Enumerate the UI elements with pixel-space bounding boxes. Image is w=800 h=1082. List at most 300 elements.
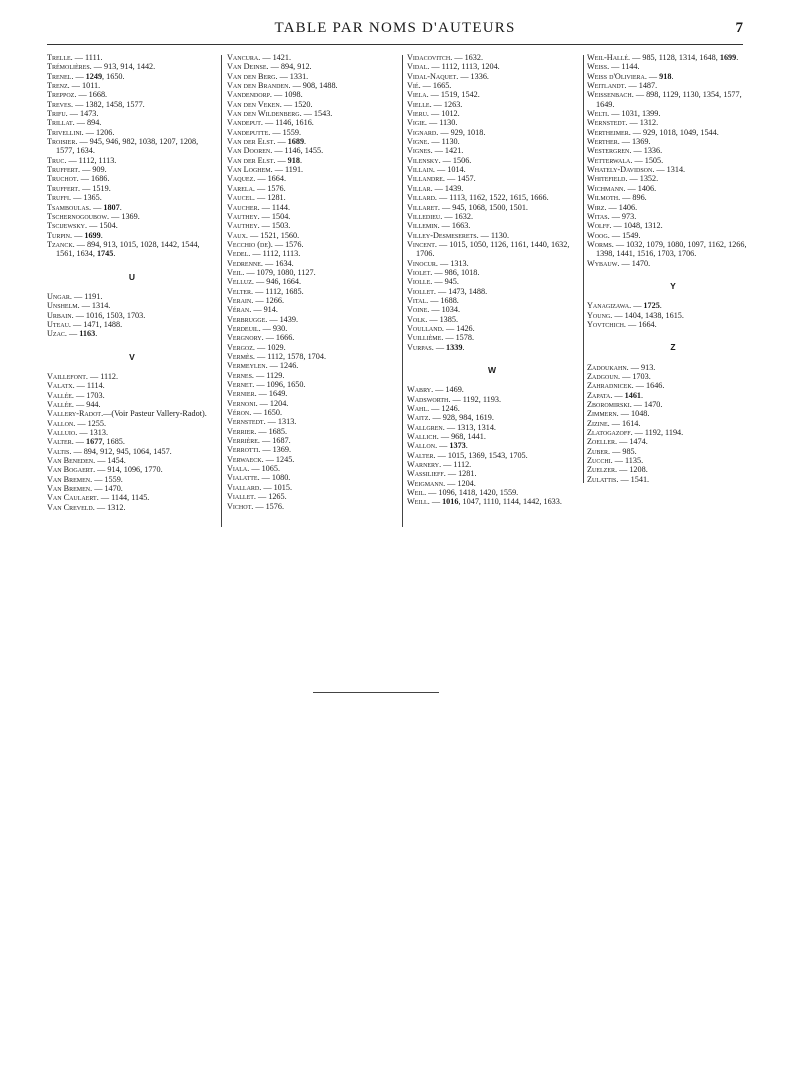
index-entry bbox=[47, 409, 217, 418]
index-entry bbox=[587, 174, 759, 183]
page-references: . — 1331. bbox=[275, 71, 309, 81]
author-name: Violle bbox=[407, 277, 431, 287]
index-entry bbox=[227, 72, 397, 81]
index-entry bbox=[407, 100, 577, 109]
author-name: Viallard bbox=[227, 482, 260, 492]
page-references: . — 1473, 1488. bbox=[433, 286, 488, 296]
index-entry bbox=[47, 128, 217, 137]
page-references: . — 1130. bbox=[427, 137, 460, 147]
author-name: Waitz bbox=[407, 413, 429, 423]
index-entry bbox=[227, 100, 397, 109]
index-entry bbox=[587, 391, 759, 400]
page-references: . — 1255. bbox=[73, 418, 106, 428]
author-name: Vignard bbox=[407, 127, 437, 137]
page-references: . — 1454. bbox=[93, 456, 126, 466]
page-references: . — 1426. bbox=[441, 323, 475, 333]
index-column-4 bbox=[587, 53, 759, 484]
author-name: Zucchi bbox=[587, 456, 611, 466]
author-name: Van den Berg bbox=[227, 71, 276, 81]
index-entry bbox=[227, 445, 397, 454]
index-entry bbox=[227, 333, 397, 342]
author-name: Wassilieff bbox=[407, 469, 444, 479]
page-references: . — 914, 1096, 1770. bbox=[93, 465, 163, 475]
page-references: . — 1112, 1113. bbox=[248, 249, 301, 259]
index-entry bbox=[47, 400, 217, 409]
author-name: Voine bbox=[407, 305, 428, 315]
page-references: . — 1339. bbox=[431, 342, 465, 352]
section-letter: W bbox=[487, 365, 497, 375]
page-references: . — 1521, 1560. bbox=[245, 230, 300, 240]
index-entry bbox=[407, 118, 577, 127]
page-references: . — 945, 1068, 1500, 1501. bbox=[437, 202, 528, 212]
author-name: Velter bbox=[227, 286, 252, 296]
page-references: . — 1382, 1458, 1577. bbox=[71, 99, 145, 109]
author-name: Wallgren bbox=[407, 422, 443, 432]
section-letter: V bbox=[129, 351, 135, 362]
index-entry bbox=[407, 404, 577, 413]
page-references: . — 1191. bbox=[69, 291, 103, 301]
author-name: Verdeuil bbox=[227, 323, 259, 333]
author-name: Vaux bbox=[227, 230, 246, 240]
author-name: Vandendorp bbox=[227, 90, 270, 100]
index-entry bbox=[407, 193, 577, 202]
page-references: . — 1687. bbox=[257, 436, 291, 446]
page-references: . — 1281. bbox=[443, 469, 477, 479]
index-entry bbox=[227, 81, 397, 90]
page-references: . — 1112. bbox=[85, 371, 119, 381]
index-entry bbox=[407, 53, 577, 62]
author-name: Trenel bbox=[47, 71, 72, 81]
index-entry bbox=[47, 240, 217, 259]
page-references: . — 1686. bbox=[76, 174, 110, 184]
index-entry bbox=[227, 259, 397, 268]
author-name: Weigmann bbox=[407, 478, 444, 488]
index-entry bbox=[407, 146, 577, 155]
page-references: . — 1504. bbox=[85, 221, 118, 231]
index-entry bbox=[47, 456, 217, 465]
author-name: Vauthey bbox=[227, 221, 258, 231]
author-name: Vuillième bbox=[407, 333, 442, 343]
index-entry bbox=[587, 53, 759, 62]
page-references: . — 1614. bbox=[607, 418, 641, 428]
index-entry bbox=[587, 456, 759, 465]
author-name: Wadsworth bbox=[407, 394, 449, 404]
author-name: Verrier bbox=[227, 426, 255, 436]
author-name: Van Bremen bbox=[47, 474, 91, 484]
author-name: Whitefield bbox=[587, 174, 626, 184]
page-references: . — 1668. bbox=[74, 90, 108, 100]
page-references: . — 1559. bbox=[268, 127, 301, 137]
index-entry bbox=[227, 417, 397, 426]
author-name: Vauthey bbox=[227, 211, 258, 221]
page-references: . — 973. bbox=[607, 211, 637, 221]
index-entry bbox=[407, 441, 577, 450]
index-entry bbox=[587, 320, 759, 329]
page-references: . — 1246. bbox=[265, 361, 299, 371]
page-references: . — 1520. bbox=[279, 99, 313, 109]
page-references: . — 1144, 1145. bbox=[96, 493, 150, 503]
author-name: Wirz bbox=[587, 202, 605, 212]
index-entry bbox=[47, 503, 217, 512]
index-entry bbox=[407, 268, 577, 277]
page-references: . — 1807. bbox=[89, 202, 122, 212]
author-name: Vaillefont bbox=[47, 371, 86, 381]
page-references: . — 1664. bbox=[253, 174, 286, 184]
index-entry bbox=[587, 118, 759, 127]
author-name: Zadoukahn bbox=[587, 362, 627, 372]
page-references: . — 1352. bbox=[625, 174, 659, 184]
index-entry bbox=[227, 343, 397, 352]
index-entry bbox=[587, 447, 759, 456]
author-name: Verrotti bbox=[227, 445, 259, 455]
page-references: . — 1113, 1162, 1522, 1615, 1666. bbox=[434, 193, 549, 203]
author-name: Véran bbox=[227, 305, 250, 315]
author-name: Vidacovitch bbox=[407, 53, 451, 62]
page-references: . — 1404, 1438, 1615. bbox=[610, 310, 684, 320]
index-entry bbox=[407, 432, 577, 441]
author-name: Viela bbox=[407, 90, 427, 100]
column-separator bbox=[583, 55, 584, 483]
author-name: Van Loghem bbox=[227, 165, 271, 175]
page-references: . — 918. bbox=[273, 155, 302, 165]
index-entry bbox=[47, 193, 217, 202]
author-name: Valter bbox=[47, 437, 72, 447]
page-references: . — 894, 912, 945, 1064, 1457. bbox=[69, 446, 172, 456]
index-entry bbox=[587, 156, 759, 165]
index-entry bbox=[227, 287, 397, 296]
author-name: Vancura bbox=[227, 53, 259, 62]
index-entry bbox=[407, 221, 577, 230]
page-references: . — 1677, 1685. bbox=[71, 437, 125, 447]
author-name: Viallet bbox=[227, 492, 254, 502]
page-references: . — 918. bbox=[644, 71, 674, 81]
page-references: . — 1365. bbox=[69, 193, 102, 203]
index-entry bbox=[587, 90, 759, 109]
page-references: . — 1313, 1314. bbox=[442, 422, 496, 432]
author-name: Velluz bbox=[227, 277, 252, 287]
author-name: Vié bbox=[407, 81, 419, 91]
page-references: . — 1130. bbox=[424, 118, 458, 128]
index-entry bbox=[47, 372, 217, 381]
index-entry bbox=[227, 502, 397, 511]
index-entry bbox=[587, 372, 759, 381]
index-entry bbox=[407, 395, 577, 404]
author-name: Zuber bbox=[587, 446, 609, 456]
author-name: Tscijewsky bbox=[47, 221, 86, 231]
index-entry bbox=[227, 352, 397, 361]
page-references: . — 1313. bbox=[435, 258, 469, 268]
author-name: Zadgoun bbox=[587, 371, 618, 381]
page-references: . — 929, 1018, 1049, 1544. bbox=[628, 127, 719, 137]
author-name: Zahradnicek bbox=[587, 381, 632, 391]
column-separator bbox=[402, 55, 403, 527]
index-entry bbox=[587, 240, 759, 259]
index-entry bbox=[587, 301, 759, 310]
page-references: . — 1114. bbox=[72, 381, 105, 391]
author-name: Wallich bbox=[407, 432, 437, 442]
index-entry bbox=[587, 203, 759, 212]
page-references: . — 1144. bbox=[257, 202, 291, 212]
author-name: Van Creveld bbox=[47, 502, 93, 512]
page-references: . — 1032, 1079, 1080, 1097, 1162, 1266, 1398, 1441, 1516, 1703, 1706. bbox=[596, 239, 747, 259]
page-references: . — 1208. bbox=[615, 465, 648, 475]
page-references: . — 1685. bbox=[254, 426, 287, 436]
page-header bbox=[47, 20, 743, 42]
author-name: Welti bbox=[587, 109, 608, 119]
index-entry bbox=[407, 324, 577, 333]
author-name: Vigie bbox=[407, 118, 425, 128]
footer-rule bbox=[313, 692, 439, 693]
index-entry bbox=[587, 465, 759, 474]
index-column-1 bbox=[47, 53, 217, 512]
page-references: . — 1646. bbox=[631, 381, 665, 391]
page-references: . — 1129. bbox=[251, 370, 285, 380]
index-entry bbox=[47, 165, 217, 174]
index-entry bbox=[587, 311, 759, 320]
author-name: Villain bbox=[407, 165, 433, 175]
page-references: . — 1505. bbox=[630, 155, 664, 165]
author-name: Weil bbox=[407, 488, 425, 498]
author-name: Wertheimer bbox=[587, 127, 629, 137]
index-entry bbox=[227, 296, 397, 305]
page-references: . — 945. bbox=[430, 277, 459, 287]
page-references: . — 1098. bbox=[269, 90, 303, 100]
author-name: Young bbox=[587, 310, 611, 320]
index-entry bbox=[407, 413, 577, 422]
index-entry bbox=[407, 156, 577, 165]
author-name: Urbain bbox=[47, 310, 72, 320]
section-letter: Y bbox=[670, 280, 676, 291]
index-entry bbox=[227, 427, 397, 436]
index-entry bbox=[47, 428, 217, 437]
page-references: . — 1163. bbox=[64, 329, 98, 339]
author-name: Vialatte bbox=[227, 473, 258, 483]
index-entry bbox=[227, 165, 397, 174]
author-name: Walter bbox=[407, 450, 434, 460]
index-entry bbox=[587, 419, 759, 428]
author-name: Vedel bbox=[227, 249, 249, 259]
index-entry bbox=[587, 109, 759, 118]
page-references: . — 1703. bbox=[71, 390, 105, 400]
author-name: Verbrugge bbox=[227, 314, 266, 324]
index-entry bbox=[587, 146, 759, 155]
page-references: . — 1688. bbox=[426, 295, 459, 305]
page-references: . — 1666. bbox=[261, 333, 295, 343]
page-references: . — 1314. bbox=[77, 301, 111, 311]
index-entry bbox=[407, 277, 577, 286]
author-name: Wybauw bbox=[587, 258, 618, 268]
index-entry bbox=[227, 156, 397, 165]
author-name: Truffert bbox=[47, 165, 78, 175]
author-name: Vaquez bbox=[227, 174, 254, 184]
index-entry bbox=[407, 305, 577, 314]
author-name: Uteau bbox=[47, 319, 69, 329]
page-references: . — 1559. bbox=[90, 474, 123, 484]
author-name: Troisier bbox=[47, 137, 76, 147]
index-entry bbox=[227, 361, 397, 370]
index-entry bbox=[587, 409, 759, 418]
index-entry bbox=[227, 193, 397, 202]
index-entry bbox=[587, 128, 759, 137]
author-name: Vaucher bbox=[227, 202, 258, 212]
page-number: 7 bbox=[735, 20, 743, 36]
index-entry bbox=[227, 184, 397, 193]
author-name: Vurpas bbox=[407, 342, 432, 352]
index-entry bbox=[47, 311, 217, 320]
index-entry bbox=[227, 109, 397, 118]
page-references: . — 1576. bbox=[270, 239, 304, 249]
index-entry bbox=[47, 437, 217, 446]
index-entry bbox=[227, 324, 397, 333]
index-entry bbox=[227, 174, 397, 183]
page-references: . — 1421. bbox=[258, 53, 291, 62]
index-entry bbox=[47, 81, 217, 90]
page-references: . — 945, 946, 982, 1038, 1207, 1208, 1577, 1634. bbox=[56, 137, 199, 156]
index-entry bbox=[227, 371, 397, 380]
index-entry bbox=[227, 492, 397, 501]
author-name: Van der Elst bbox=[227, 155, 274, 165]
index-entry bbox=[407, 184, 577, 193]
author-name: Valatx bbox=[47, 381, 73, 391]
index-entry bbox=[227, 399, 397, 408]
index-entry bbox=[227, 146, 397, 155]
index-entry bbox=[407, 423, 577, 432]
index-entry bbox=[227, 268, 397, 277]
index-entry bbox=[407, 81, 577, 90]
index-entry bbox=[47, 212, 217, 221]
page-references: . — 1096, 1418, 1420, 1559. bbox=[424, 488, 519, 498]
page-references: . — 1725. bbox=[629, 301, 662, 311]
page-references: . — 1369. bbox=[258, 445, 291, 455]
author-name: Véron bbox=[227, 408, 250, 418]
header-rule bbox=[47, 44, 743, 45]
page-references: . — 914. bbox=[249, 305, 278, 315]
page-references: . — 1312. bbox=[92, 502, 126, 512]
index-entry bbox=[587, 184, 759, 193]
page-references: . — 1578. bbox=[441, 333, 474, 343]
page-references: . — 1313. bbox=[263, 417, 297, 427]
index-entry bbox=[47, 221, 217, 230]
author-name: Valluio bbox=[47, 428, 76, 438]
page-references: . — 1457. bbox=[442, 174, 476, 184]
author-name: Vecchio (de) bbox=[227, 239, 271, 249]
author-name: Villaret bbox=[407, 202, 438, 212]
author-name: Tzanck bbox=[47, 239, 73, 249]
author-name: Van den Wildenberg bbox=[227, 109, 300, 119]
index-entry bbox=[587, 231, 759, 240]
author-name: Villandre bbox=[407, 174, 443, 184]
index-entry bbox=[407, 240, 577, 259]
author-name: Zapata bbox=[587, 390, 611, 400]
index-entry bbox=[587, 475, 759, 484]
author-name: Vermès bbox=[227, 352, 253, 361]
page-references: . — 1504. bbox=[257, 211, 291, 221]
page-references: . — 1634. bbox=[260, 258, 294, 268]
index-entry bbox=[47, 53, 217, 62]
author-name: Van der Elst bbox=[227, 137, 274, 147]
page-references: . — 1204. bbox=[443, 478, 476, 488]
page-references: . — 913. bbox=[626, 362, 656, 372]
page-references: . — 1487. bbox=[624, 81, 658, 91]
author-name: Treves bbox=[47, 99, 72, 109]
page-references: . — 1079, 1080, 1127. bbox=[242, 267, 316, 277]
author-name: Violet bbox=[407, 267, 431, 277]
author-name: Weiss d'Oliviera bbox=[587, 71, 645, 81]
page-references: . — 1065. bbox=[247, 464, 280, 474]
page-references: . — 1192, 1194. bbox=[630, 428, 684, 438]
index-entry bbox=[407, 315, 577, 324]
author-name: Tschernogoubow bbox=[47, 211, 108, 221]
page-references: . — 1249, 1650. bbox=[71, 71, 125, 81]
page-references: . — 1014. bbox=[432, 165, 466, 175]
author-name: Vallery-Radot bbox=[47, 409, 102, 419]
author-name: Vernoni bbox=[227, 398, 256, 408]
index-entry bbox=[587, 212, 759, 221]
index-entry bbox=[47, 419, 217, 428]
page-references: . — 1031, 1399. bbox=[607, 109, 661, 119]
author-name: Vallon bbox=[47, 418, 74, 428]
page-references: . — 1146, 1616. bbox=[260, 118, 314, 128]
index-entry bbox=[227, 436, 397, 445]
index-entry bbox=[227, 231, 397, 240]
index-entry bbox=[587, 137, 759, 146]
page-references: . — 1421. bbox=[430, 146, 464, 156]
author-name: Van Beneden bbox=[47, 456, 94, 466]
author-name: Vernstedt bbox=[227, 417, 264, 427]
page-references: . — 1266. bbox=[251, 295, 284, 305]
page-references: . — 1519. bbox=[77, 183, 111, 193]
page-references: . — 986, 1018. bbox=[430, 267, 480, 277]
page-references: . — 1112, 1578, 1704. bbox=[252, 352, 327, 361]
index-entry bbox=[407, 174, 577, 183]
author-name: Vielle bbox=[407, 99, 430, 109]
index-entry bbox=[47, 292, 217, 301]
author-name: Trifu bbox=[47, 109, 66, 119]
page-references: . — 909. bbox=[77, 165, 107, 175]
author-name: Yovtchich bbox=[587, 319, 624, 329]
page-references: . — 1503. bbox=[257, 221, 291, 231]
page-references: . — 894, 913, 1015, 1028, 1442, 1544, 1561, 1634, 1745. bbox=[56, 239, 200, 259]
page-references: . — 1576. bbox=[251, 501, 284, 511]
page-references: . — 1650. bbox=[249, 408, 282, 418]
page-references: . — 1406. bbox=[604, 202, 638, 212]
index-entry bbox=[227, 53, 397, 62]
author-name: Woog bbox=[587, 230, 608, 240]
page-references: . — 1204. bbox=[255, 398, 289, 408]
author-name: Wallon bbox=[407, 441, 436, 451]
page-references: . — 1096, 1650. bbox=[252, 380, 306, 390]
index-entry bbox=[47, 484, 217, 493]
index-column-2 bbox=[227, 53, 397, 511]
page-references: . — 1281. bbox=[252, 193, 286, 203]
page-references: . — 1312. bbox=[625, 118, 659, 128]
index-entry bbox=[407, 385, 577, 394]
page-references: . — 1015, 1369, 1543, 1705. bbox=[433, 450, 528, 460]
index-entry bbox=[227, 455, 397, 464]
index-entry bbox=[227, 128, 397, 137]
index-entry bbox=[407, 137, 577, 146]
author-name: Zuelzer bbox=[587, 465, 615, 475]
index-entry bbox=[47, 465, 217, 474]
author-name: Zizine bbox=[587, 418, 608, 428]
index-entry bbox=[227, 389, 397, 398]
index-entry bbox=[227, 221, 397, 230]
author-name: Vital bbox=[407, 295, 427, 305]
index-entry bbox=[587, 259, 759, 268]
author-name: Vedrenne bbox=[227, 258, 261, 268]
page-references: . — 1314. bbox=[652, 165, 686, 175]
page-references: . — 913, 914, 1442. bbox=[89, 62, 156, 72]
